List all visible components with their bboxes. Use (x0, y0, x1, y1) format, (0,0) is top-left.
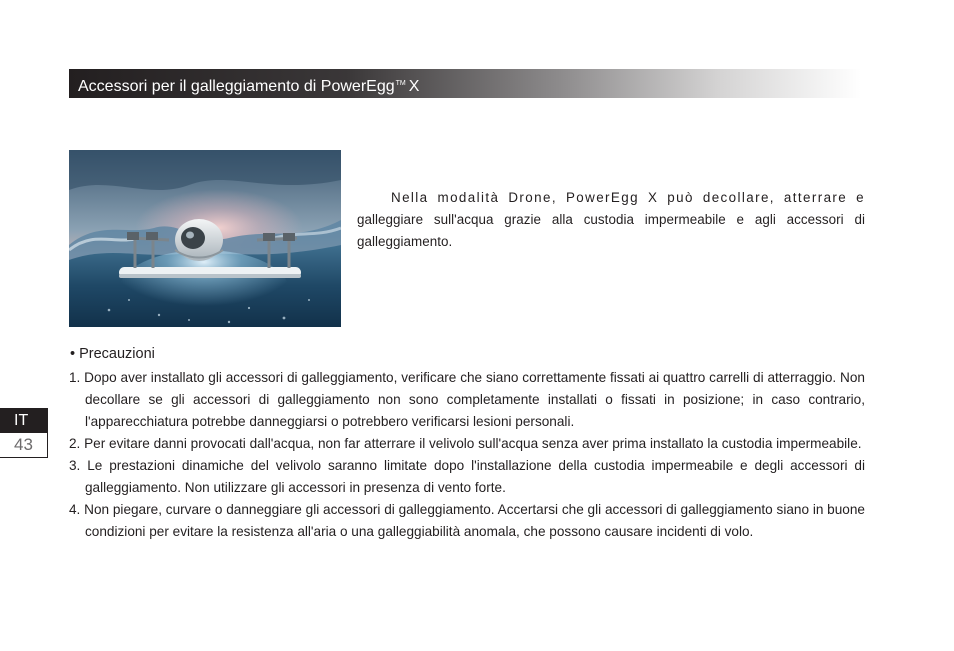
section-header (69, 69, 861, 98)
language-label: IT (0, 409, 47, 433)
precautions-title: • Precauzioni (70, 346, 155, 362)
intro-rest: galleggiare sull'acqua grazie alla custodia impermeabile e agli accessori di galleggiamento. (357, 212, 865, 249)
precaution-item: 1. Dopo aver installato gli accessori di galleggiamento, verificare che siano correttamente fissati ai quattro carrelli di atterraggio. Non decollare se gli accessori di galleggiamento non sono completamente installati o fissati in posizione; in caso contrario, l'apparecchiatura potrebbe danneggiarsi o potrebbero verificarsi lesioni personali. (69, 370, 865, 429)
intro-paragraph (357, 187, 865, 253)
precaution-item: 2. Per evitare danni provocati dall'acqua, non far atterrare il velivolo sull'acqua senza aver prima installato la custodia impermeabile. (69, 436, 862, 451)
trademark-mark: TM (395, 80, 406, 87)
page-number: 43 (14, 435, 33, 454)
precaution-item: 4. Non piegare, curvare o danneggiare gli accessori di galleggiamento. Accertarsi che gli accessori di galleggiamento siano in buone condizioni per evitare la resistenza all'aria o una galleggiabilità anomala, che possono causare incidenti di volo. (69, 502, 865, 539)
precaution-item: 3. Le prestazioni dinamiche del velivolo saranno limitate dopo l'installazione della custodia impermeabile e degli accessori di galleggiamento. Non utilizzare gli accessori in presenza di vento forte. (69, 458, 865, 495)
section-title: Accessori per il galleggiamento di PowerEgg (78, 78, 395, 95)
intro-lead: Nella modalità Drone, PowerEgg X può decollare, atterrare e (391, 190, 865, 205)
precautions-list (69, 367, 865, 543)
section-title-suffix: X (408, 78, 420, 95)
page-tab (0, 408, 48, 458)
drone-on-water-image (69, 150, 341, 327)
